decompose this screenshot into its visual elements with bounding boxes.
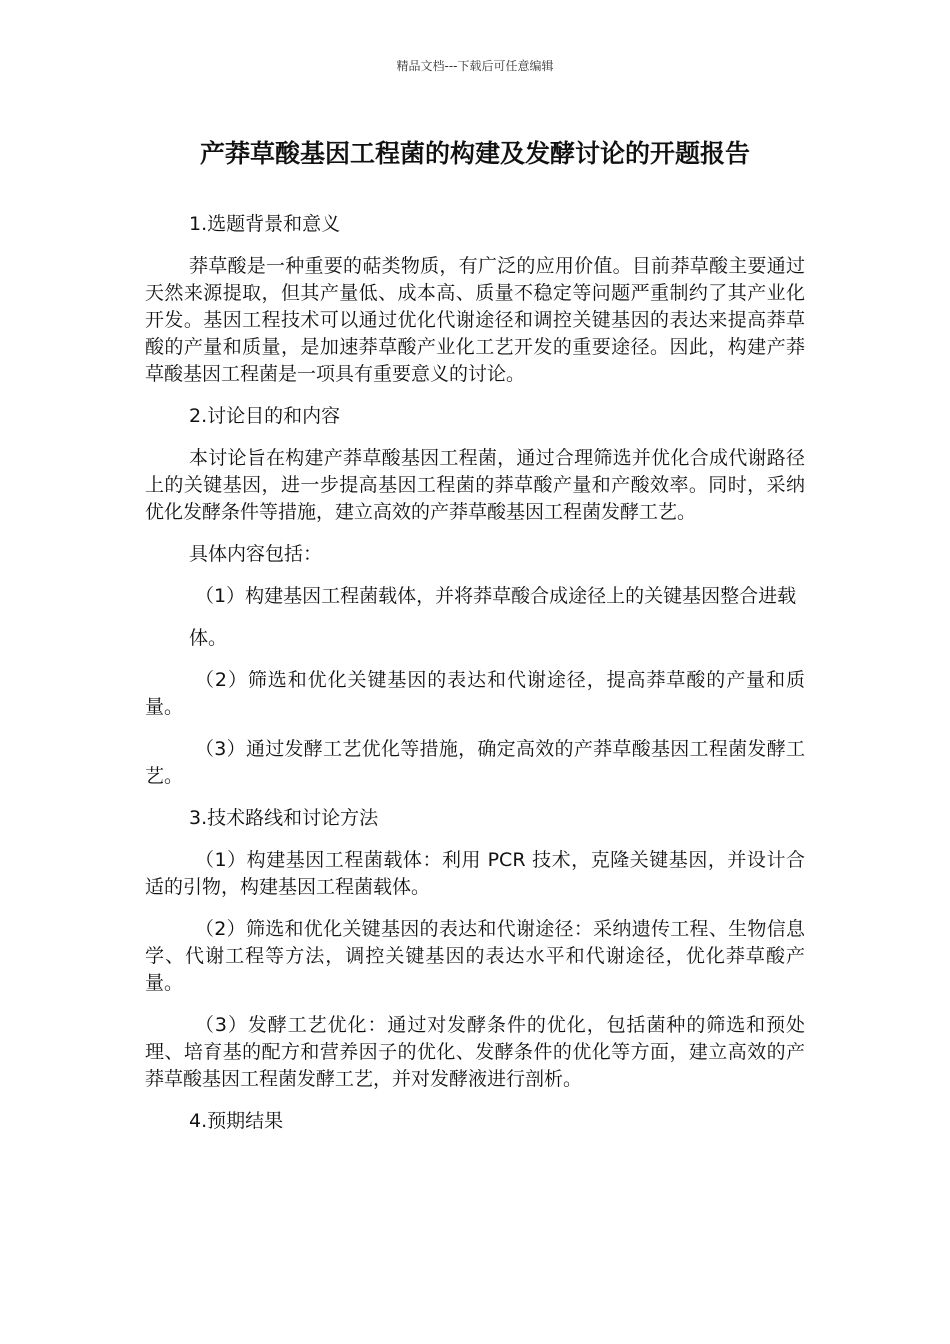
- section-4-heading: 4.预期结果: [189, 1110, 284, 1132]
- section-2-heading: 2.讨论目的和内容: [189, 405, 341, 427]
- section-2-item-1-continuation: 体。: [189, 627, 228, 649]
- section-1-heading: 1.选题背景和意义: [189, 213, 341, 235]
- section-2-item-3: （3）通过发酵工艺优化等措施，确定高效的产莽草酸基因工程菌发酵工艺。: [145, 738, 805, 787]
- section-3-item-2: （2）筛选和优化关键基因的表达和代谢途径：采纳遗传工程、生物信息学、代谢工程等方法，调控关键基因的表达水平和代谢途径，优化莽草酸产量。: [145, 918, 805, 994]
- section-3-item-3: （3）发酵工艺优化：通过对发酵条件的优化，包括菌种的筛选和预处理、培育基的配方和营养因子的优化、发酵条件的优化等方面，建立高效的产莽草酸基因工程菌发酵工艺，并对发酵液进行剖析。: [145, 1014, 805, 1090]
- section-2-item-1: （1）构建基因工程菌载体，并将莽草酸合成途径上的关键基因整合进载: [195, 585, 797, 607]
- section-2-item-2: （2）筛选和优化关键基因的表达和代谢途径，提高莽草酸的产量和质量。: [145, 669, 805, 718]
- document-body: [145, 211, 805, 1150]
- section-2-paragraph: 本讨论旨在构建产莽草酸基因工程菌，通过合理筛选并优化合成代谢路径上的关键基因，进一步提高基因工程菌的莽草酸产量和产酸效率。同时，采纳优化发酵条件等措施，建立高效的产莽草酸基因工程菌发酵工艺。: [145, 447, 805, 523]
- document-title: 产莽草酸基因工程菌的构建及发酵讨论的开题报告: [199, 139, 750, 168]
- section-3-item-1: （1）构建基因工程菌载体：利用 PCR 技术，克隆关键基因，并设计合适的引物，构建基因工程菌载体。: [145, 849, 805, 898]
- section-1-paragraph: 莽草酸是一种重要的萜类物质，有广泛的应用价值。目前莽草酸主要通过天然来源提取，但其产量低、成本高、质量不稳定等问题严重制约了其产业化开发。基因工程技术可以通过优化代谢途径和调控关键基因的表达来提高莽草酸的产量和质量，是加速莽草酸产业化工艺开发的重要途径。因此，构建产莽草酸基因工程菌是一项具有重要意义的讨论。: [145, 255, 805, 385]
- section-2-content-intro: 具体内容包括：: [189, 543, 323, 565]
- header-watermark: 精品文档---下载后可任意编辑: [396, 59, 554, 73]
- section-3-heading: 3.技术路线和讨论方法: [189, 807, 379, 829]
